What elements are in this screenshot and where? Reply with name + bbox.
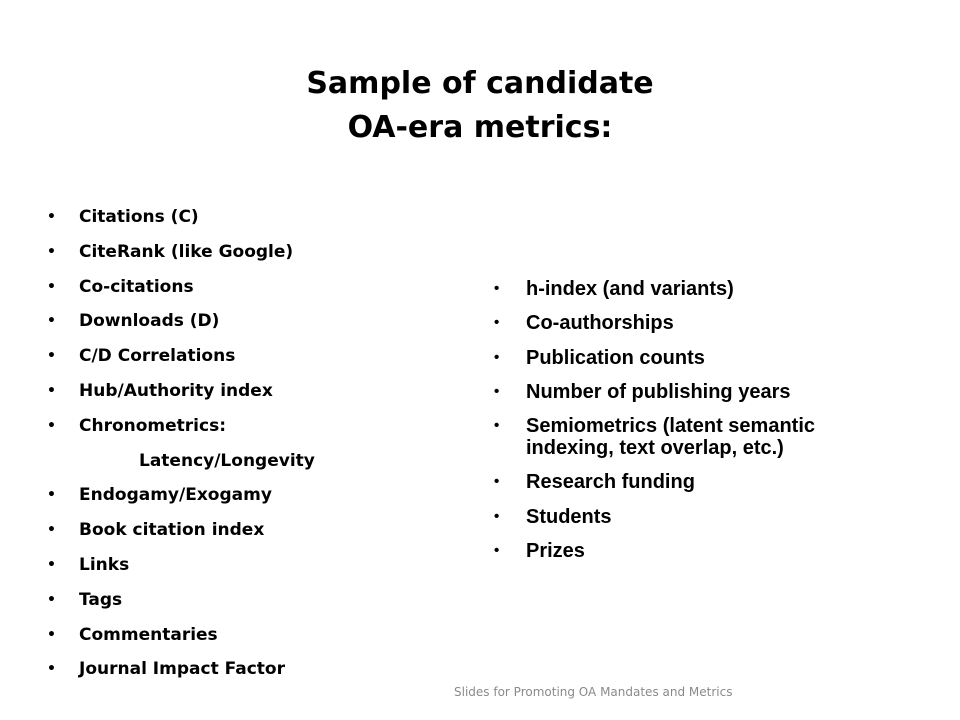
list-item-label: Endogamy/Exogamy bbox=[79, 485, 272, 506]
bullet-icon: • bbox=[47, 661, 56, 678]
list-item bbox=[44, 618, 444, 653]
list-item-label: Co-citations bbox=[79, 276, 194, 297]
list-item-label: Tags bbox=[79, 589, 123, 610]
list-item-label: Research funding bbox=[526, 471, 695, 494]
list-item bbox=[492, 381, 832, 403]
bullet-icon: • bbox=[47, 243, 56, 260]
list-item-label: Book citation index bbox=[79, 520, 265, 541]
list-item bbox=[44, 513, 444, 548]
list-item-label: CiteRank (like Google) bbox=[79, 241, 294, 262]
list-item-label: Publication counts bbox=[526, 346, 705, 369]
bullet-icon: • bbox=[47, 417, 56, 434]
left-metrics-list bbox=[44, 200, 444, 687]
list-item bbox=[44, 409, 444, 444]
list-item-label: Downloads (D) bbox=[79, 311, 220, 332]
list-item bbox=[492, 278, 832, 300]
list-item bbox=[492, 312, 832, 334]
bullet-icon: • bbox=[494, 348, 500, 366]
list-item-label: Chronometrics: bbox=[79, 415, 226, 436]
bullet-icon: • bbox=[494, 507, 500, 525]
bullet-icon: • bbox=[47, 348, 56, 365]
list-item-label: Number of publishing years bbox=[526, 380, 791, 403]
list-item bbox=[44, 583, 444, 618]
list-item bbox=[492, 347, 832, 369]
list-item-label: Prizes bbox=[526, 540, 585, 563]
list-item bbox=[492, 540, 832, 562]
bullet-icon: • bbox=[47, 382, 56, 399]
list-item-label: C/D Correlations bbox=[79, 346, 236, 367]
list-item bbox=[44, 652, 444, 687]
list-item bbox=[44, 270, 444, 305]
list-item bbox=[44, 200, 444, 235]
list-item bbox=[44, 339, 444, 374]
bullet-icon: • bbox=[47, 522, 56, 539]
list-item-label: Hub/Authority index bbox=[79, 380, 273, 401]
bullet-icon: • bbox=[47, 313, 56, 330]
bullet-icon: • bbox=[494, 542, 500, 560]
bullet-icon: • bbox=[494, 473, 500, 491]
list-item-label: Students bbox=[526, 505, 612, 528]
list-item-continuation bbox=[44, 444, 444, 479]
list-item-label: h-index (and variants) bbox=[526, 278, 734, 300]
slide-title bbox=[140, 62, 820, 150]
list-item bbox=[492, 471, 832, 493]
list-item bbox=[44, 374, 444, 409]
bullet-icon: • bbox=[47, 626, 56, 643]
slide-title-line-1: Sample of candidate bbox=[306, 66, 654, 101]
bullet-icon: • bbox=[494, 314, 500, 332]
list-item-label: Co-authorships bbox=[526, 312, 674, 335]
bullet-icon: • bbox=[494, 280, 500, 297]
list-item bbox=[44, 235, 444, 270]
list-item bbox=[492, 506, 832, 528]
list-item-label: Commentaries bbox=[79, 624, 218, 645]
bullet-icon: • bbox=[47, 278, 56, 295]
bullet-icon: • bbox=[47, 591, 56, 608]
slide-footer: Slides for Promoting OA Mandates and Metrics bbox=[454, 685, 733, 699]
bullet-icon: • bbox=[494, 417, 500, 435]
right-metrics-list bbox=[492, 278, 832, 574]
list-item-label: Semiometrics (latent semantic indexing, text overlap, etc.) bbox=[526, 415, 815, 460]
list-item-label: Links bbox=[79, 554, 130, 575]
list-item-label: Journal Impact Factor bbox=[79, 659, 285, 680]
list-item-label: Latency/Longevity bbox=[139, 450, 315, 471]
bullet-icon: • bbox=[47, 487, 56, 504]
list-item bbox=[44, 304, 444, 339]
list-item bbox=[44, 478, 444, 513]
list-item bbox=[492, 415, 832, 459]
bullet-icon: • bbox=[494, 382, 500, 400]
bullet-icon: • bbox=[47, 209, 56, 225]
list-item bbox=[44, 548, 444, 583]
list-item-label: Citations (C) bbox=[79, 207, 199, 227]
slide-title-line-2: OA-era metrics: bbox=[347, 110, 613, 145]
bullet-icon: • bbox=[47, 556, 56, 573]
